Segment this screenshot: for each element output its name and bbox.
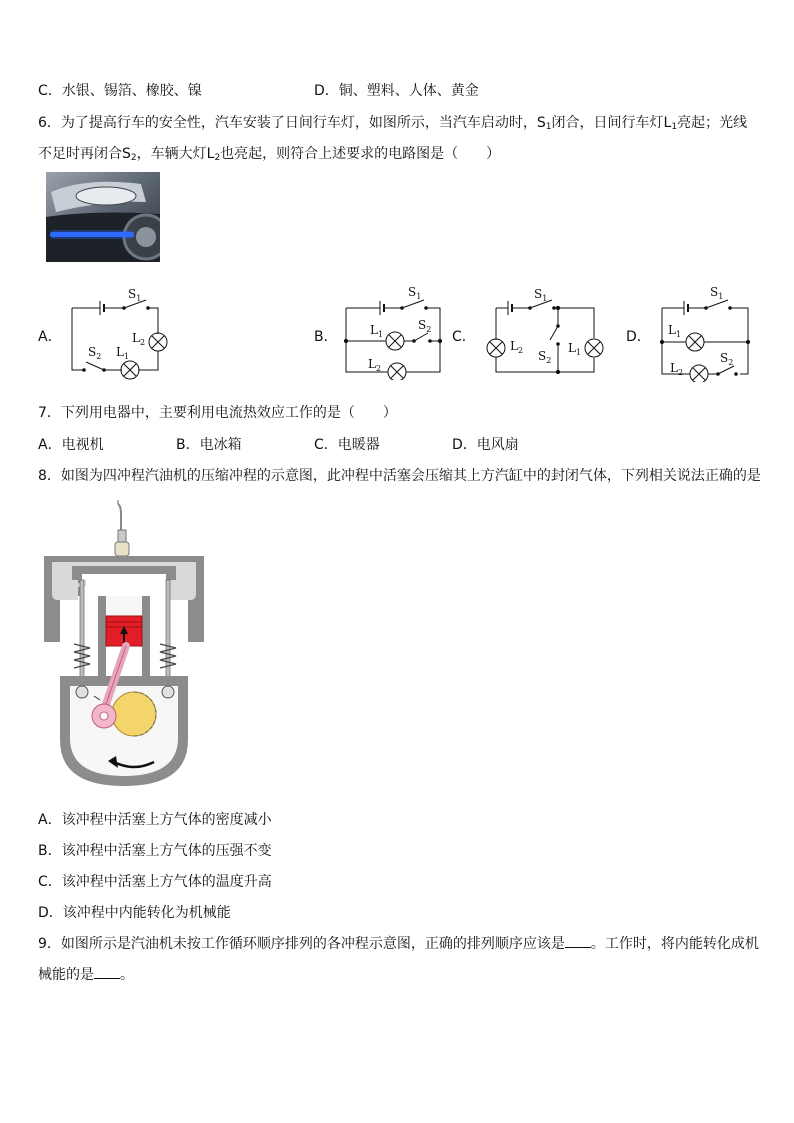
q9-answer-blank-2[interactable] xyxy=(94,966,120,979)
circuit-a xyxy=(66,286,176,380)
q8-option-b: B．该冲程中活塞上方气体的压强不变 xyxy=(38,843,272,859)
svg-text:L2: $L_2$ xyxy=(510,339,524,355)
q9-stem-line2: 械能的是 。 xyxy=(38,967,134,983)
svg-text:S2: $S_2$ xyxy=(720,351,734,367)
q5-option-c: C．水银、锡箔、橡胶、镍 xyxy=(38,83,202,99)
q6-option-b-label: B． xyxy=(314,329,338,345)
q7-option-a: A．电视机 xyxy=(38,437,104,453)
q7-option-d: D．电风扇 xyxy=(452,437,519,453)
svg-text:S2: $S_2$ xyxy=(538,349,552,365)
svg-text:L2: $L_2$ xyxy=(368,357,382,373)
q9-answer-blank-1[interactable] xyxy=(565,935,591,948)
q6-option-c-label: C． xyxy=(452,329,476,345)
q6-stem-line2: 不足时再闭合$S_2$，车辆大灯$L_2$也亮起，则符合上述要求的电路图是（ ） xyxy=(38,146,501,163)
svg-text:S2: $S_2$ xyxy=(418,318,432,334)
q6-option-d-label: D． xyxy=(626,329,651,345)
engine-compression-stroke-diagram xyxy=(38,496,210,794)
a-s1-label: $S_1$ xyxy=(128,287,142,303)
circuit-c xyxy=(478,286,618,380)
q7-stem: 7．下列用电器中，主要利用电流热效应工作的是（ ） xyxy=(38,405,397,421)
svg-text:L1: $L_1$ xyxy=(668,323,682,339)
q6-stem-line1: 6．为了提高行车的安全性，汽车安装了日间行车灯，如图所示，当汽车启动时，$S_1$闭合，日间行车灯$L_1$亮起；光线 xyxy=(38,115,748,132)
a-s2-label: $S_2$ xyxy=(88,345,102,361)
q8-option-a: A．该冲程中活塞上方气体的密度减小 xyxy=(38,812,272,828)
q7-option-b: B．电冰箱 xyxy=(176,437,242,453)
circuit-b xyxy=(340,282,450,380)
q9-stem-line1: 9．如图所示是汽油机未按工作循环顺序排列的各冲程示意图，正确的排列顺序应该是 。工作时，将内能转化成机 xyxy=(38,936,759,952)
svg-text:S1: $S_1$ xyxy=(534,287,548,303)
a-l1-label: $L_1$ xyxy=(116,345,130,361)
q8-stem: 8．如图为四冲程汽油机的压缩冲程的示意图，此冲程中活塞会压缩其上方汽缸中的封闭气体，下列相关说法正确的是 xyxy=(38,468,761,484)
q6-option-a-label: A． xyxy=(38,329,62,345)
svg-text:L1: $L_1$ xyxy=(370,323,384,339)
circuit-d xyxy=(654,282,758,382)
car-headlight-photo xyxy=(46,172,160,262)
svg-text:S1: $S_1$ xyxy=(408,285,422,301)
q5-option-d: D．铜、塑料、人体、黄金 xyxy=(314,83,479,99)
a-l2-label: $L_2$ xyxy=(132,331,146,347)
q7-option-c: C．电暖器 xyxy=(314,437,380,453)
svg-text:S1: $S_1$ xyxy=(710,285,724,301)
q8-option-c: C．该冲程中活塞上方气体的温度升高 xyxy=(38,874,272,890)
q8-option-d: D．该冲程中内能转化为机械能 xyxy=(38,905,231,921)
svg-text:L2: $L_2$ xyxy=(670,361,684,377)
svg-text:L1: $L_1$ xyxy=(568,341,582,357)
